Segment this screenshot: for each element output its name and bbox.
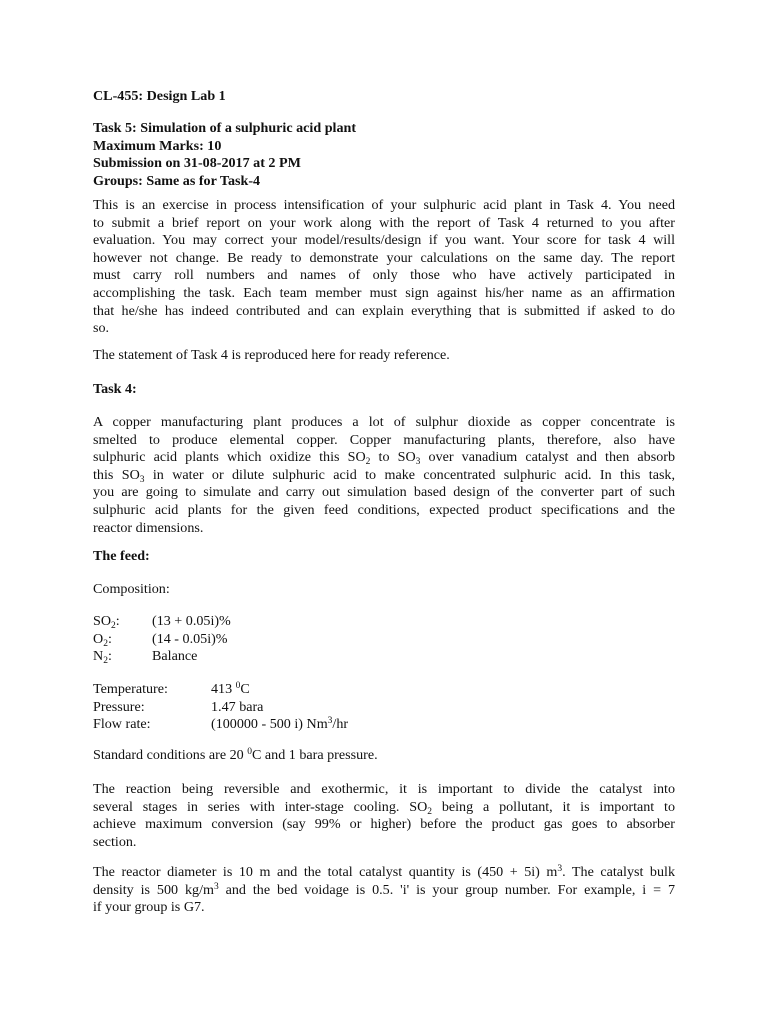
text-run: this SO — [93, 466, 140, 483]
composition-table — [93, 613, 675, 666]
paragraph-line: A copper manufacturing plant produces a lot of sulphur dioxide as copper concentrate is — [93, 414, 675, 430]
species-name: $N_2$: — [93, 648, 112, 667]
text-run: and the bed voidage is 0.5. 'i' is your group number. For example, i = 7 — [218, 881, 676, 898]
text-run: several stages in series with inter-stage cooling. SO — [93, 798, 428, 815]
paragraph-line: This is an exercise in process intensification of your sulphuric acid plant in Task 4. You need — [93, 197, 675, 213]
composition-row — [93, 648, 675, 666]
paragraph-line: The reaction being reversible and exothermic, it is important to divide the catalyst into — [93, 781, 675, 797]
course-code-text: CL-455: Design Lab 1 — [93, 88, 226, 104]
task-header — [93, 120, 675, 190]
temperature-label: Temperature: — [93, 681, 168, 697]
paragraph-line: however not change. Be ready to demonstrate your calculations on the same day. The report — [93, 249, 675, 266]
paragraph-line — [93, 882, 675, 900]
superscript: 3 — [213, 881, 219, 892]
paragraph-line: to submit a brief report on your work along with the report of Task 4 returned to you after — [93, 214, 675, 231]
reactor-paragraph — [93, 864, 675, 917]
feed-heading-text: The feed: — [93, 548, 150, 564]
composition-row — [93, 613, 675, 631]
composition-label-text: Composition: — [93, 581, 170, 597]
groups-line: Groups: Same as for Task-4 — [93, 172, 261, 189]
composition-row — [93, 631, 675, 649]
pressure-value: 1.47 bara — [211, 698, 264, 715]
text-run: being a pollutant, it is important to — [432, 798, 675, 815]
subscript: 3 — [415, 457, 421, 468]
temperature-row — [93, 681, 675, 699]
paragraph-line — [93, 864, 675, 882]
paragraph-line — [93, 449, 675, 467]
task4-paragraph — [93, 414, 675, 537]
statement-note-text: The statement of Task 4 is reproduced here for ready reference. — [93, 347, 450, 363]
temperature-value: 413 $^0$C — [211, 681, 250, 697]
pressure-row — [93, 699, 675, 717]
flow-rate-row — [93, 716, 675, 734]
text-run: in water or dilute sulphuric acid to make concentrated sulphuric acid. In this task, — [144, 466, 676, 483]
subscript: 3 — [139, 474, 145, 485]
subscript: 2 — [365, 457, 371, 468]
flow-rate-value: (100000 - 500 i) Nm$^3$/hr — [211, 716, 349, 733]
feed-heading — [93, 548, 675, 566]
species-value: (14 - 0.05i)% — [152, 630, 228, 647]
composition-label — [93, 581, 675, 599]
text-run: density is 500 kg/m — [93, 881, 214, 898]
paragraph-line — [93, 799, 675, 817]
superscript: 3 — [557, 864, 563, 874]
intro-paragraph — [93, 197, 675, 338]
paragraph-line: section. — [93, 833, 137, 850]
species-name: $O_2$: — [93, 630, 112, 649]
paragraph-line: achieve maximum conversion (say 99% or higher) before the product gas goes to absorber — [93, 816, 675, 833]
text-run: sulphuric acid plants which oxidize this SO — [93, 449, 366, 466]
paragraph-line: evaluation. You may correct your model/results/design if you want. Your score for task 4 will — [93, 232, 675, 249]
paragraph-line: accomplishing the task. Each team member must sign against his/her name as an affirmation — [93, 284, 675, 301]
reaction-paragraph — [93, 781, 675, 851]
task4-heading — [93, 381, 675, 399]
task4-heading-text: Task 4: — [93, 381, 137, 397]
text-run: . The catalyst bulk — [562, 864, 675, 880]
flow-rate-label: Flow rate: — [93, 716, 151, 733]
paragraph-line: you are going to simulate and carry out simulation based design of the converter part of such — [93, 484, 675, 501]
species-name: $SO_2$: — [93, 613, 120, 631]
subscript: 2 — [427, 806, 433, 817]
task-title: Task 5: Simulation of a sulphuric acid plant — [93, 120, 357, 136]
text-run: over vanadium catalyst and then absorb — [420, 449, 675, 466]
paragraph-line: so. — [93, 320, 110, 337]
text-run: to SO — [370, 449, 416, 466]
course-title — [93, 88, 675, 106]
paragraph-line: sulphuric acid plants for the given feed conditions, expected product specifications and the — [93, 501, 675, 518]
paragraph-line — [93, 467, 675, 485]
conditions-table — [93, 681, 675, 734]
species-value: (13 + 0.05i)% — [152, 613, 231, 629]
text-run: The reactor diameter is 10 m and the total catalyst quantity is (450 + 5i) m — [93, 864, 558, 880]
max-marks: Maximum Marks: 10 — [93, 137, 222, 154]
paragraph-line: if your group is G7. — [93, 899, 205, 916]
submission-date: Submission on 31-08-2017 at 2 PM — [93, 155, 301, 172]
paragraph-line: must carry roll numbers and names of only those who have actively participated in — [93, 267, 675, 284]
standard-conditions — [93, 747, 675, 765]
standard-conditions-text: Standard conditions are 20 $^0$C and 1 bara pressure. — [93, 747, 378, 763]
pressure-label: Pressure: — [93, 698, 145, 715]
species-value: Balance — [152, 648, 198, 665]
paragraph-line: that he/she has indeed contributed and can explain everything that is submitted if asked to do — [93, 302, 675, 319]
paragraph-line: reactor dimensions. — [93, 519, 204, 536]
statement-note — [93, 347, 675, 365]
paragraph-line: smelted to produce elemental copper. Copper manufacturing plants, therefore, also have — [93, 431, 675, 448]
